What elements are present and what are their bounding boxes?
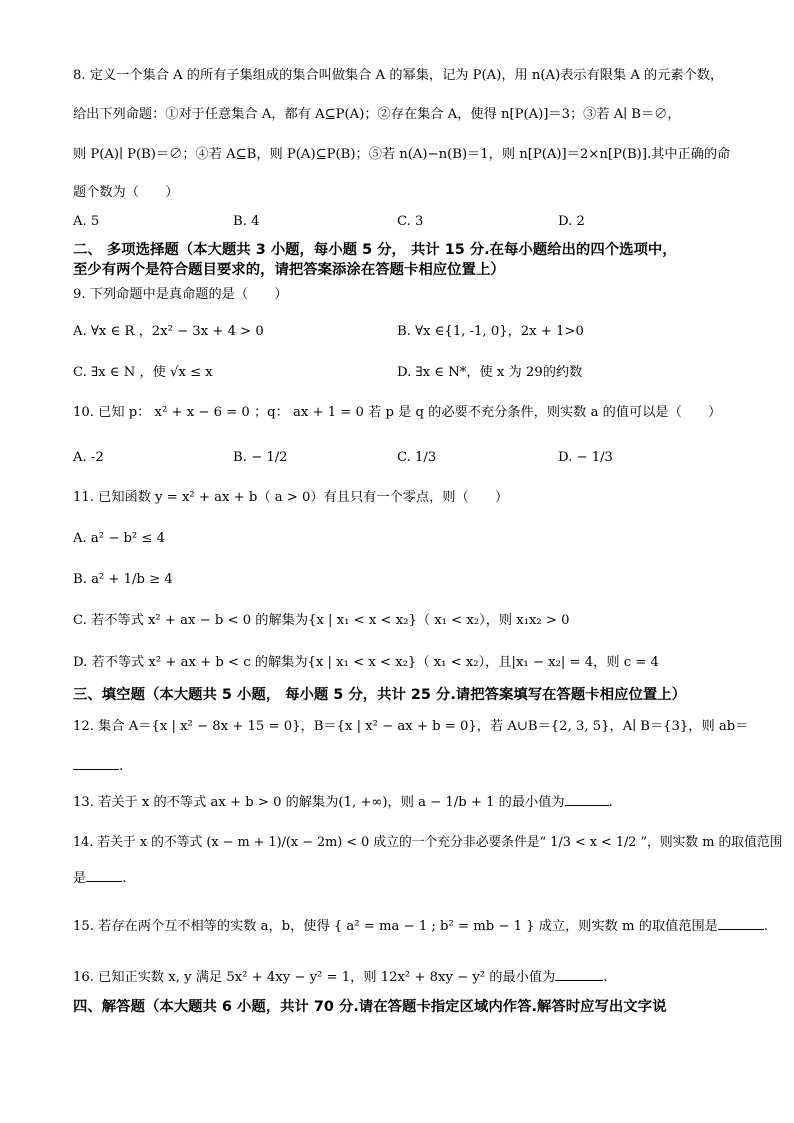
q14-line-2-text: 是: [73, 871, 87, 886]
q8-option-b: B. 4: [233, 214, 260, 229]
q16-line: [73, 967, 607, 987]
q11-option-d: D. 若不等式 x² + ax + b < c 的解集为{x | x₁ < x < x₂}（ x₁ < x₂），且|x₁ − x₂| = 4，则 c = 4: [73, 655, 659, 670]
q10-option-a: A. -2: [73, 450, 104, 465]
q10-option-c: C. 1/3: [397, 450, 437, 465]
q16-text: 16. 已知正实数 x, y 满足 5x² + 4xy − y² = 1，则 12x² + 8xy − y² 的最小值为: [73, 970, 556, 985]
q13-line: [73, 792, 613, 812]
answer-blank[interactable]: [555, 967, 603, 981]
q9-option-b: B. ∀x ∈{1, -1, 0}，2x + 1>0: [397, 324, 584, 339]
q9-option-a: A. ∀x ∈ R ，2x² − 3x + 4 > 0: [73, 324, 264, 339]
q15-text: 15. 若存在两个互不相等的实数 a，b，使得 { a² = ma − 1 ; b² = mb − 1 } 成立，则实数 m 的取值范围是: [73, 919, 718, 934]
q15-tail: .: [763, 919, 769, 934]
q12-tail: .: [119, 759, 124, 774]
q14-line-2: [73, 868, 126, 888]
q9-option-c: C. ∃x ∈ N ，使 √x ≤ x: [73, 365, 213, 380]
q14-line-1: 14. 若关于 x 的不等式 (x − m + 1)/(x − 2m) < 0 成立的一个充分非必要条件是“ 1/3 < x < 1/2 ”，则实数 m 的取值范围: [73, 835, 783, 850]
q10-stem: 10. 已知 p： x² + x − 6 = 0 ；q： ax + 1 = 0 若 p 是 q 的必要不充分条件，则实数 a 的值可以是（ ）: [73, 405, 722, 420]
q10-option-d: D. − 1/3: [558, 450, 613, 465]
q13-tail: .: [608, 795, 613, 810]
q11-option-a: A. a² − b² ≤ 4: [73, 531, 166, 546]
q8-option-c: C. 3: [397, 214, 424, 229]
q14-tail: .: [122, 871, 127, 886]
q9-stem: 9. 下列命题中是真命题的是（ ）: [73, 287, 288, 302]
q12-line-2: [73, 756, 123, 776]
q9-option-d: D. ∃x ∈ N*，使 x 为 29的约数: [397, 365, 583, 380]
section-2-heading-line-2: 至少有两个是符合题目要求的，请把答案添涂在答题卡相应位置上）: [73, 262, 505, 278]
q8-line-4: 题个数为（ ）: [73, 185, 179, 200]
section-4-heading: 四、解答题（本大题共 6 小题，共计 70 分.请在答题卡指定区域内作答.解答时应写出文字说: [73, 999, 667, 1015]
q16-tail: .: [603, 970, 608, 985]
q10-option-b: B. − 1/2: [233, 450, 288, 465]
answer-blank[interactable]: [565, 792, 609, 806]
q13-text: 13. 若关于 x 的不等式 ax + b > 0 的解集为(1, +∞)，则 a − 1/b + 1 的最小值为: [73, 795, 565, 810]
q12-line-1: 12. 集合 A＝{x | x² − 8x + 15 = 0}，B＝{x | x² − ax + b = 0}，若 A∪B＝{2, 3, 5}，A∣ B＝{3}，则 ab＝: [73, 719, 749, 734]
q11-option-c: C. 若不等式 x² + ax − b < 0 的解集为{x | x₁ < x < x₂}（ x₁ < x₂），则 x₁x₂ > 0: [73, 613, 570, 628]
answer-blank[interactable]: [718, 916, 764, 930]
q15-line: [73, 916, 768, 936]
answer-blank[interactable]: [86, 868, 122, 882]
answer-blank[interactable]: [73, 756, 119, 770]
q8-line-1: 8. 定义一个集合 A 的所有子集组成的集合叫做集合 A 的幂集，记为 P(A)，用 n(A)表示有限集 A 的元素个数，: [73, 68, 724, 83]
q11-option-b: B. a² + 1/b ≥ 4: [73, 572, 173, 587]
q8-line-2: 给出下列命题：①对于任意集合 A，都有 A⊆P(A)；②存在集合 A，使得 n[P(A)]＝3；③若 A∣ B＝∅，: [73, 107, 681, 122]
q8-option-d: D. 2: [558, 214, 585, 229]
section-3-heading: 三、填空题（本大题共 5 小题， 每小题 5 分，共计 25 分.请把答案填写在答题卡相应位置上）: [73, 687, 687, 703]
q8-option-a: A. 5: [73, 214, 100, 229]
q8-line-3: 则 P(A)∣ P(B)＝∅；④若 A⊆B，则 P(A)⊆P(B)；⑤若 n(A)−n(B)＝1，则 n[P(A)]＝2×n[P(B)].其中正确的命: [73, 147, 731, 162]
section-2-heading-line-1: 二、 多项选择题（本大题共 3 小题，每小题 5 分， 共计 15 分.在每小题给出的四个选项中，: [73, 242, 677, 258]
q11-stem: 11. 已知函数 y = x² + ax + b（ a > 0）有且只有一个零点，则（ ）: [73, 490, 509, 505]
